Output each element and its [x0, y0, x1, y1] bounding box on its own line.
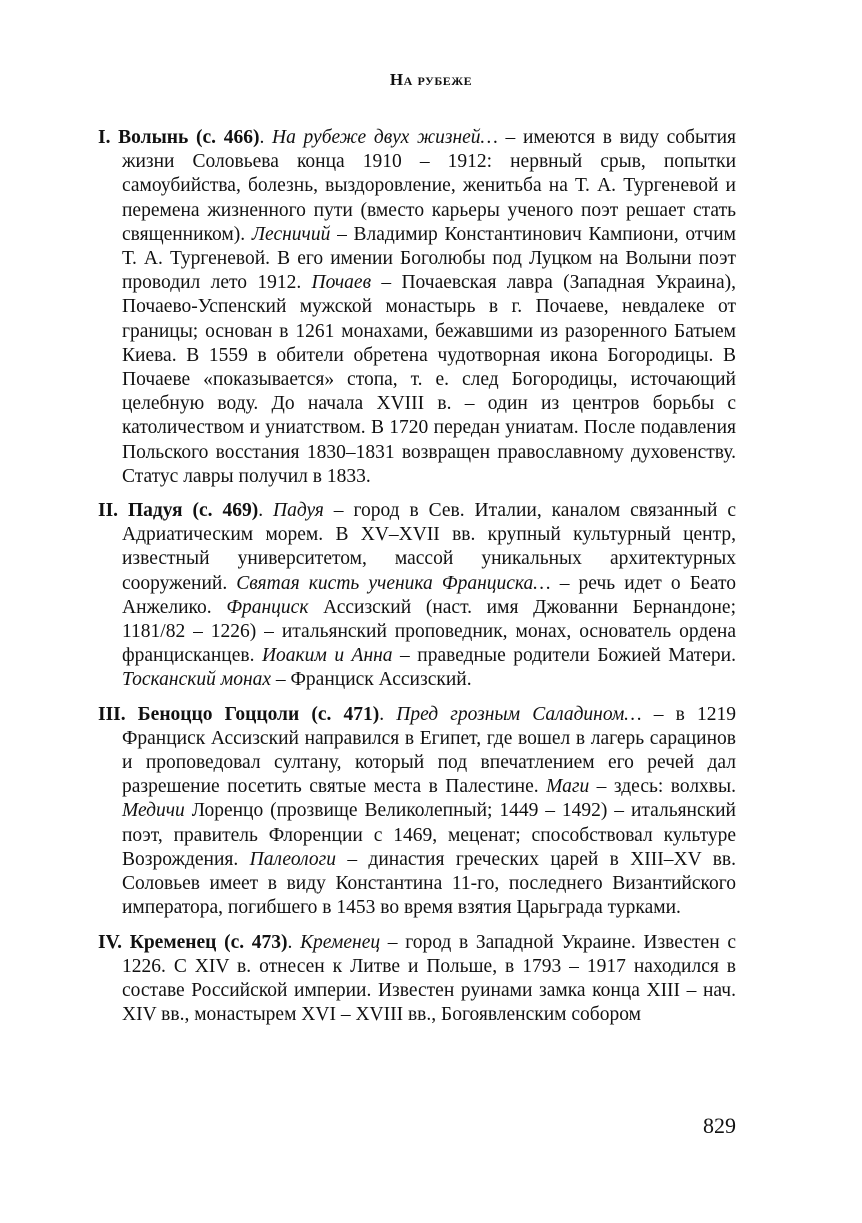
italic-term: Пред грозным Саладином…	[396, 703, 642, 725]
text-run: – город в Сев. Италии, каналом связанный с Адриатическим морем. В XV–XVII вв. крупный культурный центр, известный университетом, массой уникальных архитектурных сооружений.	[122, 500, 737, 594]
italic-term: Падуя	[273, 500, 324, 522]
italic-term: Иоаким и Анна	[261, 645, 393, 667]
text-run: – Владимир Константинович Кампиони, отчим Т. А. Тургеневой. В его имении Боголюбы под Луцком на Волыни поэт проводил лето 1912.	[122, 223, 736, 294]
italic-term: Кременец	[300, 931, 381, 953]
text-run: – в 1219 Франциск Ассизский направился в Египет, где вошел в лагерь сарацинов и проповедовал султану, который под впечатлением его речей дал разрешение посетить святые места в Палестине.	[122, 703, 737, 798]
text-run: – династия греческих царей в XIII–XV вв. Соловьев имеет в виду Константина 11-го, последнего Византийского императора, погибшего в 1453 во время взятия Царьграда турками.	[122, 848, 736, 919]
italic-term: На рубеже двух жизней…	[272, 127, 498, 148]
entry-body	[122, 500, 736, 690]
italic-term: Святая кисть ученика Франциска…	[236, 572, 551, 594]
entry-body	[122, 127, 736, 487]
text-run: – имеются в виду события жизни Соловьева конца 1910 – 1912: нервный срыв, попытки самоубийства, болезнь, выздоровление, женитьба на Т. А. Тургеневой и перемена жизненного пути (вместо карьеры ученого поэт решает стать священником).	[122, 127, 737, 245]
text-run: Ассизский (наст. имя Джованни Бернандоне; 1181/82 – 1226) – итальянский проповедник, монах, основатель ордена францисканцев.	[122, 596, 736, 667]
entry-heading: II. Падуя (с. 469)	[98, 500, 259, 522]
entry-volyn: I. Волынь (с. 466). На рубеже двух жизней… – имеются в виду события жизни Соловьева конца 1910 – 1912: нервный срыв, попытки самоубийства, болезнь, выздоровление, женитьба на Т. А. Тургеневой и перемена жизненного пути (вместо карьеры ученого поэт решает стать священником). Лесничий – Владимир Константинович Кампиони, отчим Т. А. Тургеневой. В его имении Боголюбы под Луцком на Волыни поэт проводил лето 1912. Почаев – Почаевская лавра (Западная Украина), Почаево-Успенский мужской монастырь в г. Почаеве, невдалеке от границы; основан в 1261 монахами, бежавшими из разоренного Батыем Киева. В 1559 в обители обретена чудотворная икона Богородицы. В Почаеве «показывается» стопа, т. е. след Богородицы, источающий целебную воду. До начала XVIII в. – один из центров борьбы с католичеством и униатством. В 1720 передан униатам. После подавления Польского восстания 1830–1831 возвращен православному духовенству. Статус лавры получил в 1833.	[98, 127, 737, 487]
running-head: На рубеже	[389, 70, 473, 89]
text-run: – Почаевская лавра (Западная Украина), Почаево-Успенский мужской монастырь в г. Почаеве, невдалеке от границы; основан в 1261 монахами, бежавшими из разоренного Батыем Киева. В 1559 в обители обретена чудотворная икона Богородицы. В Почаеве «показывается» стопа, т. е. след Богородицы, источающий целебную воду. До начала XVIII в. – один из центров борьбы с католичеством и униатством. В 1720 передан униатам. После подавления Польского восстания 1830–1831 возвращен православному духовенству. Статус лавры получил в 1833.	[122, 272, 737, 487]
entry-heading: IV. Кременец (с. 473)	[98, 931, 288, 953]
entry-body	[122, 704, 736, 919]
entry-heading: III. Беноццо Гоццоли (с. 471)	[98, 703, 380, 725]
entry-padua: II. Падуя (с. 469). Падуя – город в Сев. Италии, каналом связанный с Адриатическим морем. В XV–XVII вв. крупный культурный центр, известный университетом, массой уникальных архитектурных сооружений. Святая кисть ученика Франциска… – речь идет о Беато Анжелико. Франциск Ассизский (наст. имя Джованни Бернандоне; 1181/82 – 1226) – итальянский проповедник, монах, основатель ордена францисканцев. Иоаким и Анна – праведные родители Божией Матери. Тосканский монах – Франциск Ассизский.	[98, 500, 737, 691]
italic-term: Почаев	[311, 272, 372, 294]
entry-kremenets: IV. Кременец (с. 473). Кременец – город в Западной Украине. Известен с 1226. С XIV в. отнесен к Литве и Польше, в 1793 – 1917 находился в составе Российской империи. Известен руинами замка конца XIII – нач. XIV вв., монастырем XVI – XVIII вв., Богоявленским собором	[98, 931, 736, 1026]
italic-term: Тосканский монах	[122, 669, 272, 691]
text-run: – Франциск Ассизский.	[271, 669, 472, 691]
entry-gozzoli: III. Беноццо Гоццоли (с. 471). Пред грозным Саладином… – в 1219 Франциск Ассизский направился в Египет, где вошел в лагерь сарацинов и проповедовал султану, который под впечатлением его речей дал разрешение посетить святые места в Палестине. Маги – здесь: волхвы. Медичи Лоренцо (прозвище Великолепный; 1449 – 1492) – итальянский поэт, правитель Флоренции с 1469, меценат; способствовал культуре Возрождения. Палеологи – династия греческих царей в XIII–XV вв. Соловьев имеет в виду Константина 11-го, последнего Византийского императора, погибшего в 1453 во время взятия Царьграда турками.	[98, 703, 737, 919]
italic-term: Лесничий	[251, 223, 331, 245]
italic-term: Маги	[546, 776, 590, 798]
italic-term: Франциск	[226, 596, 309, 618]
commentary-entries	[98, 126, 736, 1037]
page-number: 829	[703, 1113, 736, 1138]
text-run: – праведные родители Божией Матери.	[392, 645, 736, 667]
entry-heading: I. Волынь (с. 466)	[98, 127, 260, 148]
text-run: – здесь: волхвы.	[589, 776, 736, 798]
text-run: Лоренцо (прозвище Великолепный; 1449 – 1492) – итальянский поэт, правитель Флоренции с 1469, меценат; способствовал культуре Возрождения.	[122, 800, 736, 870]
italic-term: Медичи	[122, 800, 185, 822]
text-run: – город в Западной Украине. Известен с 1226. С XIV в. отнесен к Литве и Польше, в 1793 – 1917 находился в составе Российской империи. Известен руинами замка конца XIII – нач. XIV вв., монастырем XVI – XVIII вв., Богоявленским собором	[122, 931, 736, 1026]
italic-term: Палеологи	[249, 848, 336, 870]
text-run: – речь идет о Беато Анжелико.	[122, 572, 736, 618]
